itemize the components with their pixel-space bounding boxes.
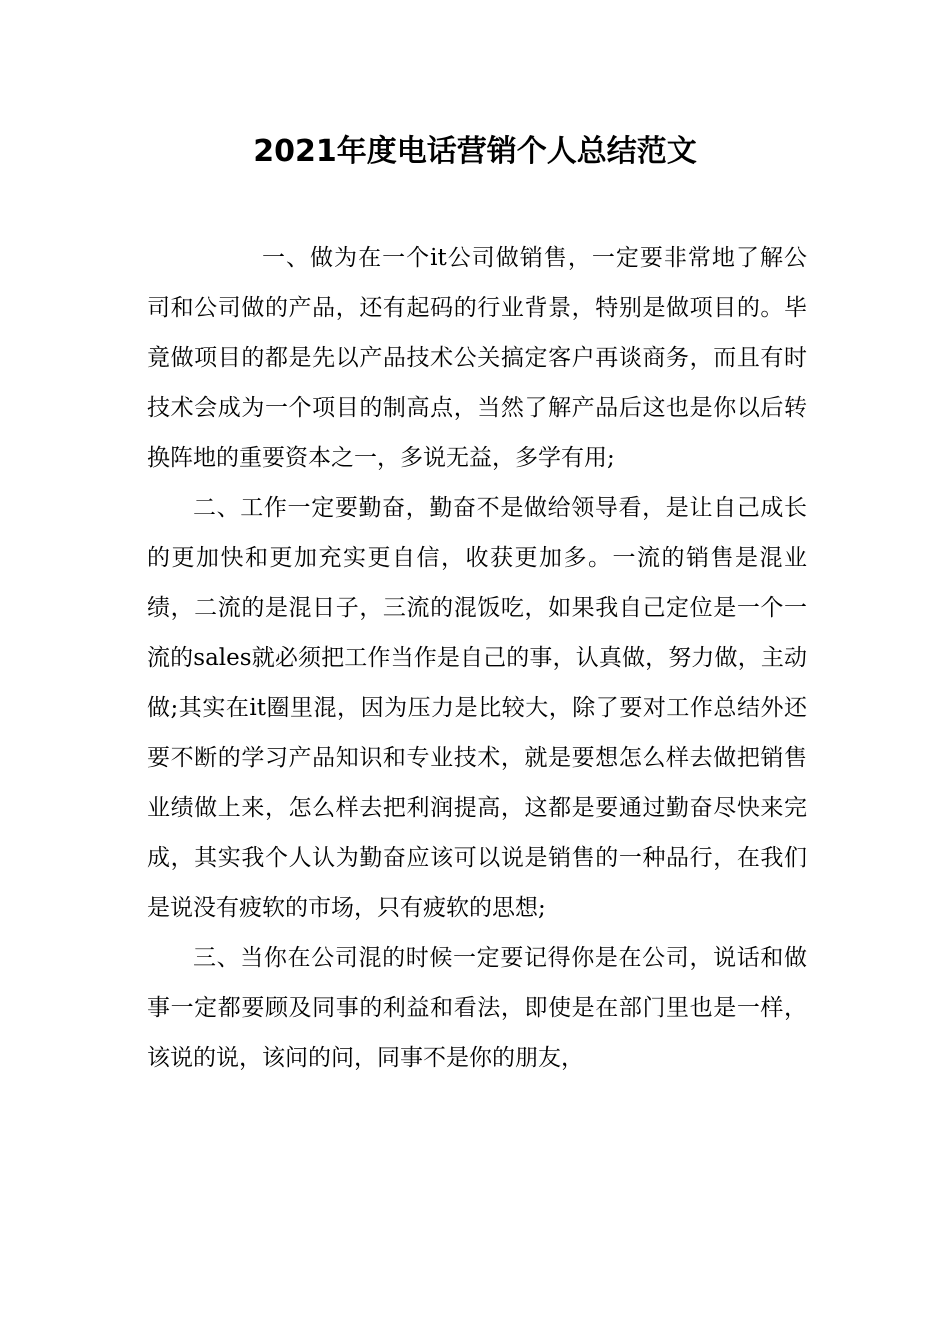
paragraph-1: 一、做为在一个it公司做销售，一定要非常地了解公司和公司做的产品，还有起码的行业背景，特别是做项目的。毕竟做项目的都是先以产品技术公关搞定客户再谈商务，而且有时技术会成为一个项目的制高点，当然了解产品后这也是你以后转换阵地的重要资本之一，多说无益，多学有用;: [147, 245, 807, 471]
document-body: [147, 233, 807, 1083]
paragraph-2: 二、工作一定要勤奋，勤奋不是做给领导看，是让自己成长的更加快和更加充实更自信，收获更加多。一流的销售是混业绩，二流的是混日子，三流的混饭吃，如果我自己定位是一个一流的sales就必须把工作当作是自己的事，认真做，努力做，主动做;其实在it圈里混，因为压力是比较大，除了要对工作总结外还要不断的学习产品知识和专业技术，就是要想怎么样去做把销售业绩做上来，怎么样去把利润提高，这都是要通过勤奋尽快来完成，其实我个人认为勤奋应该可以说是销售的一种品行，在我们是说没有疲软的市场，只有疲软的思想;: [147, 495, 807, 921]
paragraph-3: 三、当你在公司混的时候一定要记得你是在公司，说话和做事一定都要顾及同事的利益和看法，即使是在部门里也是一样，该说的说，该问的问，同事不是你的朋友，: [147, 945, 807, 1071]
document-title: 2021年度电话营销个人总结范文: [253, 134, 697, 169]
